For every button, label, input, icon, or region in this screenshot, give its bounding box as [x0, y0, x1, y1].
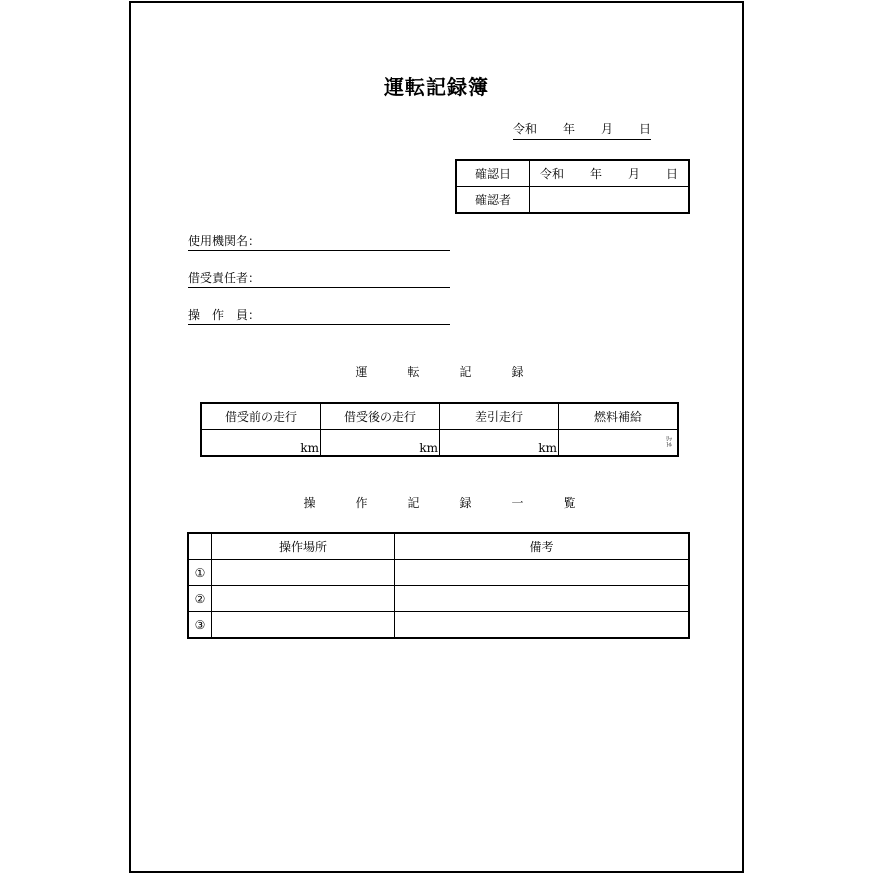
row-number: ① [188, 560, 212, 586]
column-header: 操作場所 [212, 533, 395, 560]
date-era: 令和 [513, 122, 538, 136]
location-cell[interactable] [212, 560, 395, 586]
column-header [188, 533, 212, 560]
confirm-date-month: 月 [627, 167, 640, 181]
difference-distance-cell[interactable] [440, 430, 559, 457]
remarks-cell[interactable] [395, 612, 690, 639]
confirm-date-year: 年 [589, 167, 602, 181]
confirm-date-field[interactable] [530, 160, 690, 187]
confirmation-table [455, 159, 690, 214]
fuel-cell[interactable] [559, 430, 679, 457]
table-row [188, 612, 689, 639]
row-number: ② [188, 586, 212, 612]
table-row [188, 586, 689, 612]
borrower-field[interactable] [188, 269, 450, 288]
date-month: 月 [600, 122, 613, 136]
confirm-person-field[interactable] [530, 187, 690, 214]
operation-log-heading: 操 作 記 録 一 覧 [303, 496, 590, 510]
column-header: 借受後の走行 [321, 403, 440, 430]
organization-label: 使用機関名： [188, 234, 261, 248]
location-cell[interactable] [212, 612, 395, 639]
column-header: 借受前の走行 [201, 403, 321, 430]
confirm-date-day: 日 [665, 167, 678, 181]
column-header: 差引走行 [440, 403, 559, 430]
document-date [513, 120, 651, 140]
column-header: 燃料補給 [559, 403, 679, 430]
form-page [129, 1, 744, 873]
fuel-unit: ﾘｯ ﾄﾙ [665, 436, 672, 449]
unit-label: km [300, 441, 319, 455]
remarks-cell[interactable] [395, 586, 690, 612]
unit-label: km [419, 441, 438, 455]
remarks-cell[interactable] [395, 560, 690, 586]
date-day: 日 [638, 122, 651, 136]
row-number: ③ [188, 612, 212, 639]
confirm-date-era: 令和 [540, 167, 565, 181]
unit-label: km [538, 441, 557, 455]
location-cell[interactable] [212, 586, 395, 612]
confirm-date-label: 確認日 [456, 160, 530, 187]
operator-label: 操 作 員： [188, 308, 261, 322]
driving-record-heading: 運 転 記 録 [355, 365, 538, 379]
date-year: 年 [562, 122, 575, 136]
column-header: 備考 [395, 533, 690, 560]
document-title: 運転記録簿 [384, 75, 489, 99]
before-distance-cell[interactable] [201, 430, 321, 457]
operator-field[interactable] [188, 306, 450, 325]
after-distance-cell[interactable] [321, 430, 440, 457]
driving-record-table [200, 402, 679, 457]
organization-field[interactable] [188, 232, 450, 251]
operation-log-table [187, 532, 690, 639]
confirm-person-label: 確認者 [456, 187, 530, 214]
table-row [188, 560, 689, 586]
borrower-label: 借受責任者： [188, 271, 261, 285]
